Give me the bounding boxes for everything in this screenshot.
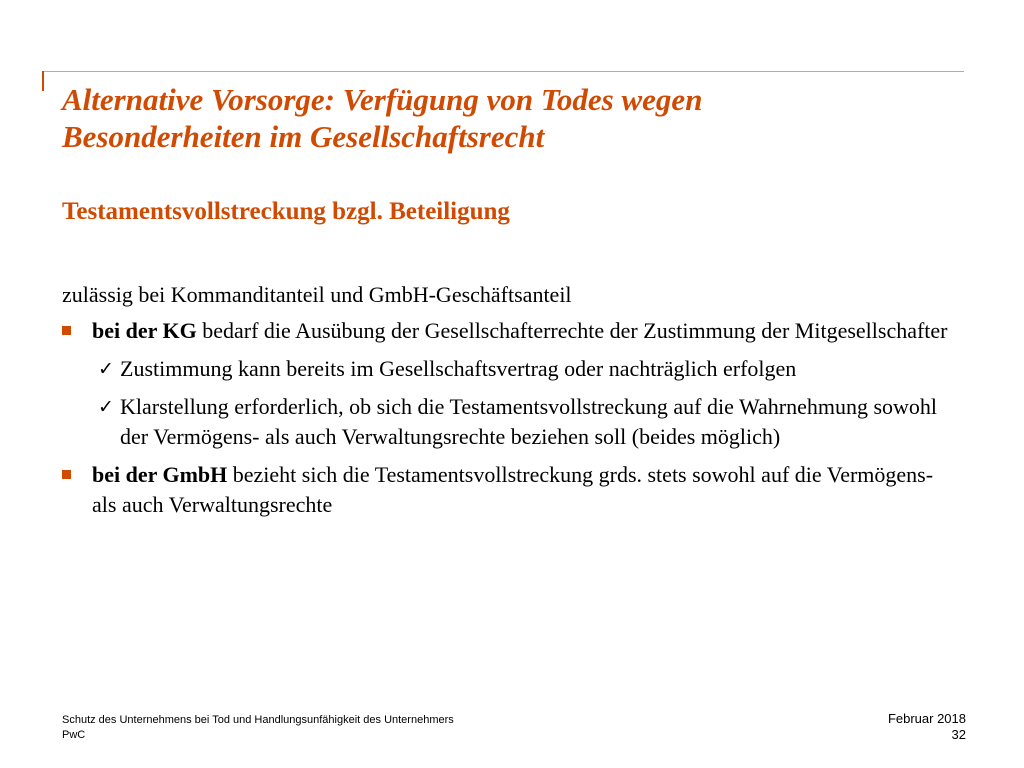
footer-company: PwC — [62, 729, 86, 741]
checkmark-icon: ✓ — [98, 396, 114, 418]
bullet-bold-text: bei der GmbH — [92, 462, 228, 487]
check-item-zustimmung — [62, 354, 962, 384]
footer-left — [62, 713, 454, 743]
slide-title-line-2: Besonderheiten im Gesellschaftsrecht — [62, 119, 545, 154]
bullet-text: bedarf die Ausübung der Gesellschafterrechte der Zustimmung der Mitgesellschafter — [196, 318, 948, 343]
square-bullet-icon — [62, 470, 71, 479]
bullet-bold-text: bei der KG — [92, 318, 197, 343]
header-rule — [42, 71, 964, 72]
check-item-klarstellung — [62, 392, 962, 452]
footer-document-title: Schutz des Unternehmens bei Tod und Handlungsunfähigkeit des Unternehmers — [62, 714, 454, 726]
intro-text: zulässig bei Kommanditanteil und GmbH-Geschäftsanteil — [62, 282, 572, 307]
footer-page-number: 32 — [951, 727, 966, 742]
bullet-item-kg — [62, 316, 962, 346]
header-corner-mark — [42, 71, 44, 91]
checkmark-icon: ✓ — [98, 358, 114, 380]
slide-title-line-1: Alternative Vorsorge: Verfügung von Todes wegen — [62, 82, 703, 117]
bullet-item-gmbh — [62, 460, 962, 520]
footer-right — [888, 711, 966, 743]
check-text: Zustimmung kann bereits im Gesellschaftsvertrag oder nachträglich erfolgen — [120, 356, 797, 381]
slide-title — [62, 81, 1002, 155]
bullet-text: bezieht sich die Testamentsvollstreckung grds. stets sowohl auf die Vermögens- als auch Verwaltungsrechte — [92, 462, 934, 517]
slide-body — [62, 280, 962, 528]
square-bullet-icon — [62, 326, 71, 335]
check-text: Klarstellung erforderlich, ob sich die Testamentsvollstreckung auf die Wahrnehmung sowohl der Vermögens- als auch Verwaltungsrechte beziehen soll (beides möglich) — [120, 394, 938, 449]
footer-date: Februar 2018 — [887, 711, 966, 726]
slide-subtitle: Testamentsvollstreckung bzgl. Beteiligung — [62, 198, 510, 225]
